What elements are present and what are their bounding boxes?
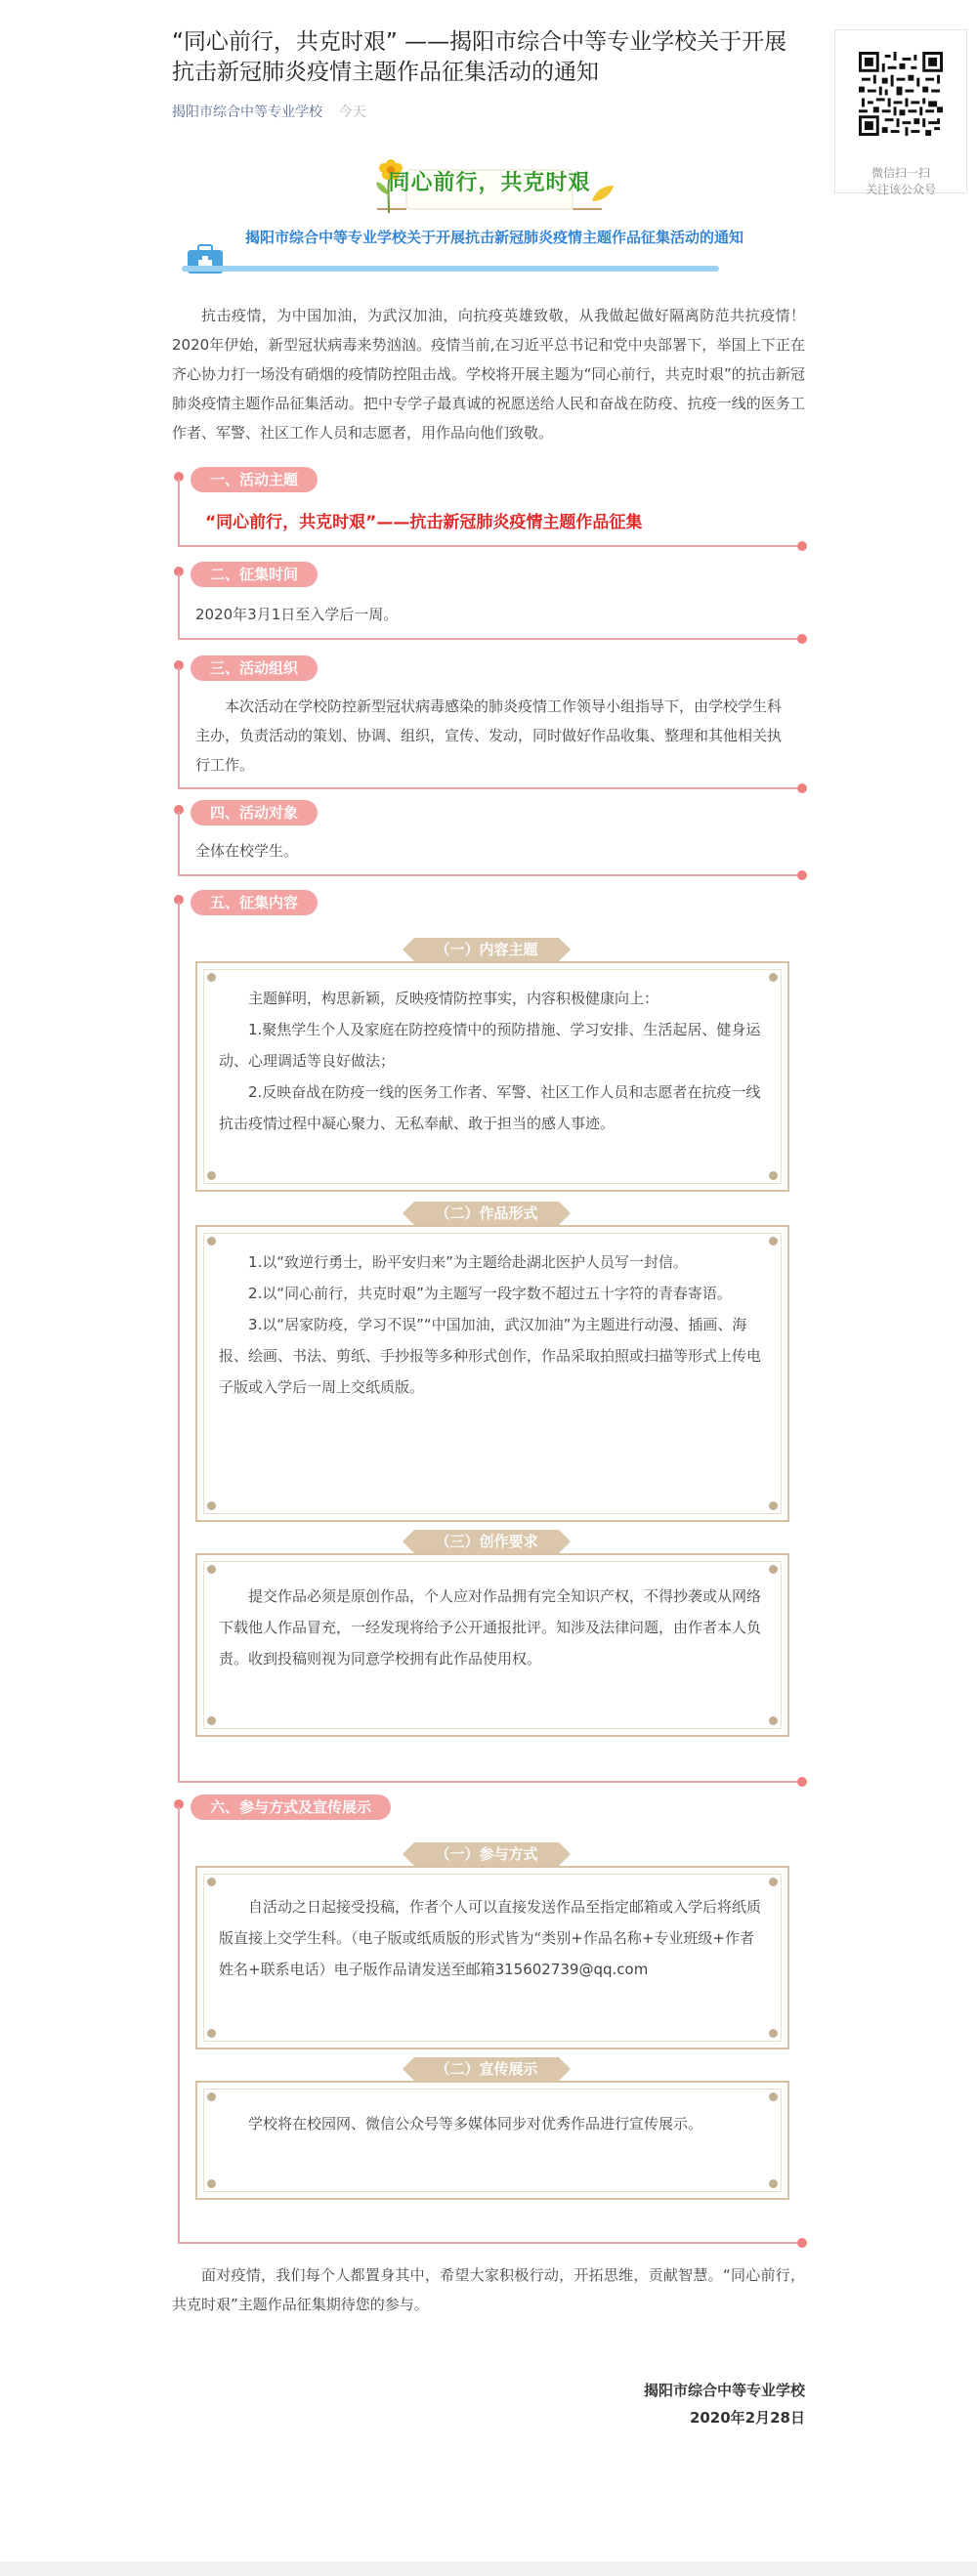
section-rail	[178, 573, 180, 638]
qr-code-icon	[859, 52, 943, 136]
card-paragraph: 2.以“同心前行，共克时艰”为主题写一段字数不超过五十字符的青春寄语。	[248, 1285, 732, 1302]
section-5-card-1-tab: （一）内容主题	[414, 938, 559, 961]
section-rail	[178, 479, 180, 545]
card-paragraph: 1.以“致逆行勇士，盼平安归来”为主题给赴湖北医护人员写一封信。	[248, 1253, 688, 1271]
section-end-dot	[797, 541, 807, 551]
page-bottom-bar	[0, 2561, 977, 2576]
section-5-card-1	[195, 961, 789, 1192]
section-rail	[178, 1806, 180, 2242]
section-divider	[178, 638, 801, 640]
card-paragraph: 自活动之日起接受投稿，作者个人可以直接发送作品至指定邮箱或入学后将纸质版直接上交学生科。（电子版或纸质版的形式皆为“类别+作品名称+专业班级+作者姓名+联系电话）电子版作品请发送至邮箱315602739@qq.com	[219, 1898, 762, 1978]
section-5-card-3-tab: （三）创作要求	[414, 1530, 559, 1553]
section-5-card-2	[195, 1225, 789, 1522]
section-divider	[178, 545, 801, 547]
section-1-theme: “同心前行，共克时艰”——抗击新冠肺炎疫情主题作品征集	[205, 513, 643, 532]
card-paragraph: 学校将在校园网、微信公众号等多媒体同步对优秀作品进行宣传展示。	[248, 2115, 703, 2133]
section-divider	[178, 874, 801, 876]
card-paragraph: 主题鲜明，构思新颖，反映疫情防控事实，内容积极健康向上：	[248, 990, 659, 1007]
section-3-label: 三、活动组织	[191, 655, 318, 681]
banner-underline	[182, 266, 719, 272]
section-divider	[178, 787, 801, 789]
section-4-label: 四、活动对象	[191, 800, 318, 825]
article-header	[172, 27, 805, 121]
banner-subtitle: 揭阳市综合中等专业学校关于开展抗击新冠肺炎疫情主题作品征集活动的通知	[244, 229, 743, 246]
section-2-label: 二、征集时间	[191, 562, 318, 587]
section-6-label: 六、参与方式及宣传展示	[191, 1795, 391, 1820]
section-rail	[178, 812, 180, 874]
section-divider	[178, 1781, 801, 1783]
section-6-card-1	[195, 1866, 789, 2049]
section-end-dot	[797, 2238, 807, 2248]
signature-org: 揭阳市综合中等专业学校	[643, 2382, 805, 2399]
section-4-text: 全体在校学生。	[195, 842, 299, 860]
card-paragraph: 2.反映奋战在防疫一线的医务工作者、军警、社区工作人员和志愿者在抗疫一线抗击疫情过程中凝心聚力、无私奉献、敢于担当的感人事迹。	[219, 1083, 761, 1132]
account-name-link[interactable]: 揭阳市综合中等专业学校	[172, 105, 322, 120]
poster-banner	[172, 156, 805, 283]
card-paragraph: 3.以“居家防疫，学习不误”“中国加油，武汉加油”为主题进行动漫、插画、海报、绘画、书法、剪纸、手抄报等多种形式创作，作品采取拍照或扫描等形式上传电子版或入学后一周上交纸质版。	[219, 1316, 762, 1396]
signature-date: 2020年2月28日	[689, 2409, 805, 2427]
article-title: “同心前行，共克时艰” ——揭阳市综合中等专业学校关于开展抗击新冠肺炎疫情主题作品征集活动的通知	[172, 29, 787, 85]
intro-paragraph: 抗击疫情，为中国加油，为武汉加油，向抗疫英雄致敬，从我做起做好隔离防范共抗疫情！2020年伊始，新型冠状病毒来势汹汹。疫情当前,在习近平总书记和党中央部署下，举国上下正在齐心协力打一场没有硝烟的疫情防控阻击战。学校将开展主题为“同心前行，共克时艰”的抗击新冠肺炎疫情主题作品征集活动。把中专学子最真诚的祝愿送给人民和奋战在防疫、抗疫一线的医务工作者、军警、社区工作人员和志愿者，用作品向他们致敬。	[172, 307, 805, 442]
section-6-card-1-tab: （一）参与方式	[414, 1842, 559, 1866]
section-end-dot	[797, 634, 807, 644]
card-paragraph: 提交作品必须是原创作品，个人应对作品拥有完全知识产权，不得抄袭或从网络下载他人作品冒充，一经发现将给予公开通报批评。知涉及法律问题，由作者本人负责。收到投稿则视为同意学校拥有此作品使用权。	[219, 1587, 762, 1668]
publish-date: 今天	[338, 105, 366, 120]
qr-code-panel	[834, 29, 967, 196]
section-3-text: 本次活动在学校防控新型冠状病毒感染的肺炎疫情工作领导小组指导下，由学校学生科主办，负责活动的策划、协调、组织，宣传、发动，同时做好作品收集、整理和其他相关执行工作。	[195, 697, 783, 774]
qr-caption-line1: 微信扫一扫	[871, 166, 930, 180]
section-5-card-2-tab: （二）作品形式	[414, 1202, 559, 1225]
section-divider	[178, 2242, 801, 2244]
section-5-label: 五、征集内容	[191, 890, 318, 915]
closing-paragraph: 面对疫情，我们每个人都置身其中，希望大家积极行动，开拓思维，贡献智慧。“同心前行，共克时艰”主题作品征集期待您的参与。	[172, 2266, 805, 2313]
section-2-text: 2020年3月1日至入学后一周。	[195, 606, 399, 623]
section-6-card-2	[195, 2081, 789, 2200]
section-end-dot	[797, 1777, 807, 1787]
card-paragraph: 1.聚焦学生个人及家庭在防控疫情中的预防措施、学习安排、生活起居、健身运动、心理调适等良好做法；	[219, 1021, 761, 1070]
article-meta	[172, 102, 805, 121]
qr-caption	[835, 165, 966, 198]
section-rail	[178, 902, 180, 1781]
qr-caption-line2: 关注该公众号	[865, 183, 936, 196]
section-end-dot	[797, 783, 807, 793]
banner-title: 同心前行，共克时艰	[388, 171, 591, 195]
section-1-label: 一、活动主题	[191, 467, 318, 492]
section-rail	[178, 667, 180, 787]
section-end-dot	[797, 870, 807, 880]
section-6-card-2-tab: （二）宣传展示	[414, 2057, 559, 2081]
section-5-card-3	[195, 1553, 789, 1737]
